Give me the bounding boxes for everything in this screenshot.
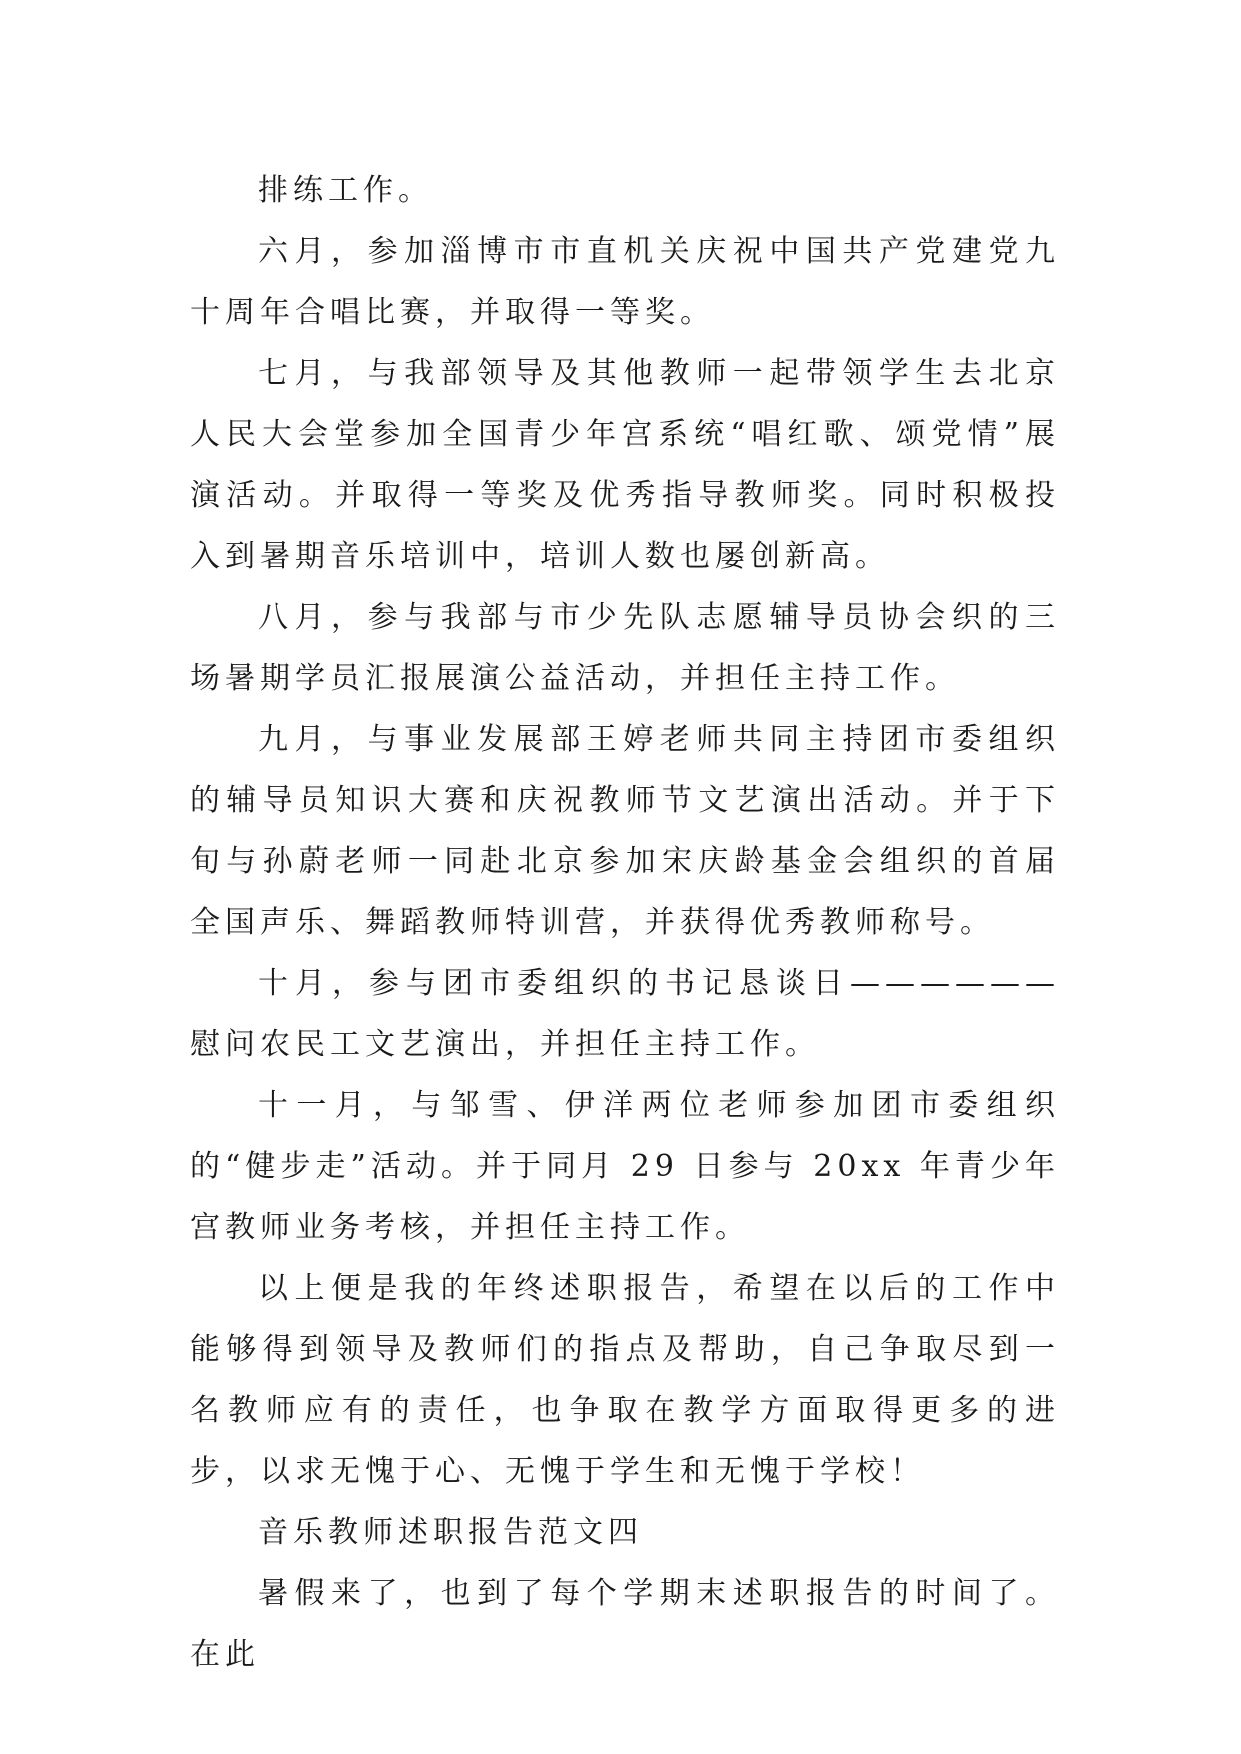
paragraph-summer-intro: 暑假来了，也到了每个学期末述职报告的时间了。在此 <box>190 1576 1060 1672</box>
paragraph-october: 十月，参与团市委组织的书记恳谈日——————慰问农民工文艺演出，并担任主持工作。 <box>190 966 1060 1062</box>
document-body <box>190 160 1060 1685</box>
paragraph-conclusion: 以上便是我的年终述职报告，希望在以后的工作中能够得到领导及教师们的指点及帮助，自己争取尽到一名教师应有的责任，也争取在教学方面取得更多的进步，以求无愧于心、无愧于学生和无愧于学校！ <box>190 1271 1060 1489</box>
section-heading: 音乐教师述职报告范文四 <box>258 1515 643 1550</box>
paragraph-august: 八月，参与我部与市少先队志愿辅导员协会织的三场暑期学员汇报展演公益活动，并担任主持工作。 <box>190 600 1060 696</box>
paragraph-november: 十一月，与邹雪、伊洋两位老师参加团市委组织的“健步走”活动。并于同月 29 日参与 20xx 年青少年宫教师业务考核，并担任主持工作。 <box>190 1088 1060 1245</box>
paragraph-july: 七月，与我部领导及其他教师一起带领学生去北京人民大会堂参加全国青少年宫系统“唱红歌、颂党情”展演活动。并取得一等奖及优秀指导教师奖。同时积极投入到暑期音乐培训中，培训人数也屡创新高。 <box>190 356 1060 574</box>
paragraph-june: 六月，参加淄博市市直机关庆祝中国共产党建党九十周年合唱比赛，并取得一等奖。 <box>190 234 1060 330</box>
paragraph-rehearsal: 排练工作。 <box>258 173 433 208</box>
paragraph-september: 九月，与事业发展部王婷老师共同主持团市委组织的辅导员知识大赛和庆祝教师节文艺演出活动。并于下旬与孙蔚老师一同赴北京参加宋庆龄基金会组织的首届全国声乐、舞蹈教师特训营，并获得优秀教师称号。 <box>190 722 1060 940</box>
